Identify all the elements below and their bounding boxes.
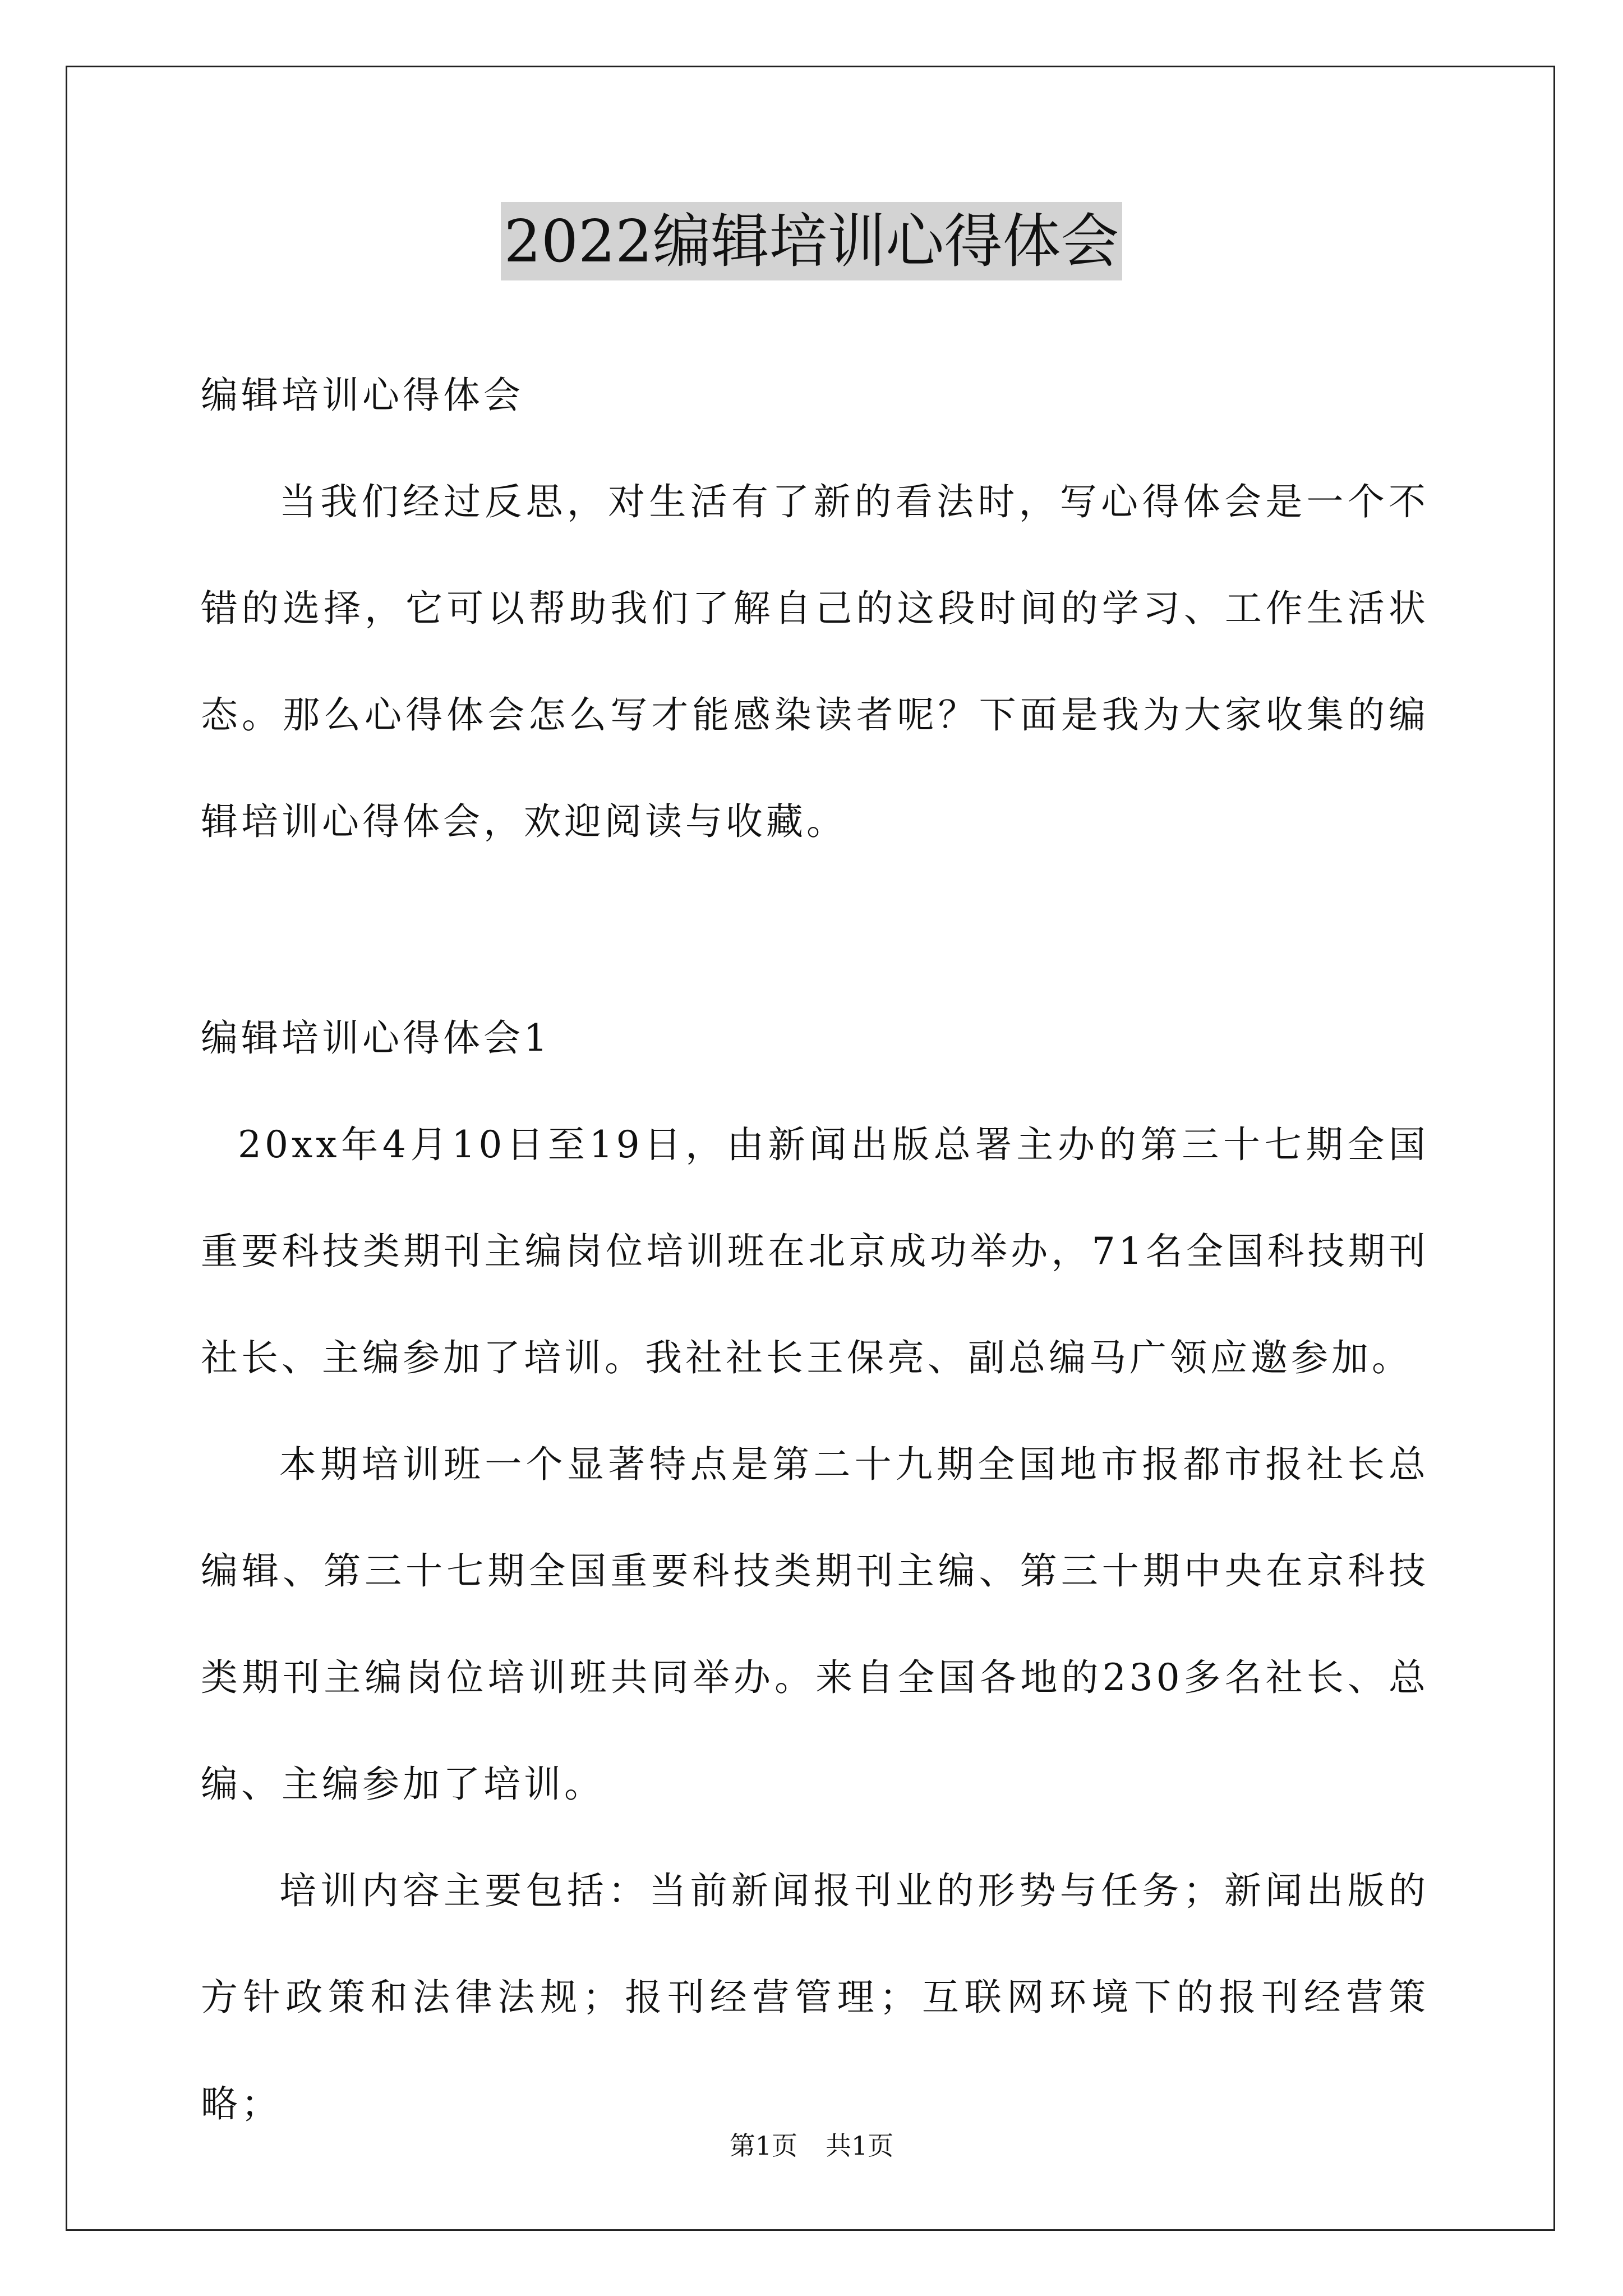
spacer (201, 875, 1429, 985)
intro-paragraph: 当我们经过反思，对生活有了新的看法时，写心得体会是一个不错的选择，它可以帮助我们了解自己的这段时间的学习、工作生活状态。那么心得体会怎么写才能感染读者呢？下面是我为大家收集的编辑培训心得体会，欢迎阅读与收藏。 (201, 480, 1429, 843)
section-heading-1: 编辑培训心得体会1 (201, 1016, 551, 1060)
body-paragraph: 培训内容主要包括：当前新闻报刊业的形势与任务；新闻出版的方针政策和法律法规；报刊经营管理；互联网环境下的报刊经营策略； (201, 1869, 1429, 2125)
document-title: 2022编辑培训心得体会 (501, 202, 1123, 280)
body-paragraph: 20xx年4月10日至19日，由新闻出版总署主办的第三十七期全国重要科技类期刊主编岗位培训班在北京成功举办，71名全国科技期刊社长、主编参加了培训。我社社长王保亮、副总编马广领应邀参加。 (201, 1123, 1429, 1379)
page-footer (0, 2129, 1623, 2162)
page-total: 共1页 (826, 2131, 894, 2161)
section-heading: 编辑培训心得体会 (201, 374, 524, 417)
title-container (0, 202, 1623, 280)
body-paragraph: 本期培训班一个显著特点是第二十九期全国地市报都市报社长总编辑、第三十七期全国重要科技类期刊主编、第三十期中央在京科技类期刊主编岗位培训班共同举办。来自全国各地的230多名社长、总编、主编参加了培训。 (201, 1443, 1429, 1806)
document-body (201, 342, 1429, 2157)
page-number: 第1页 (729, 2131, 797, 2161)
